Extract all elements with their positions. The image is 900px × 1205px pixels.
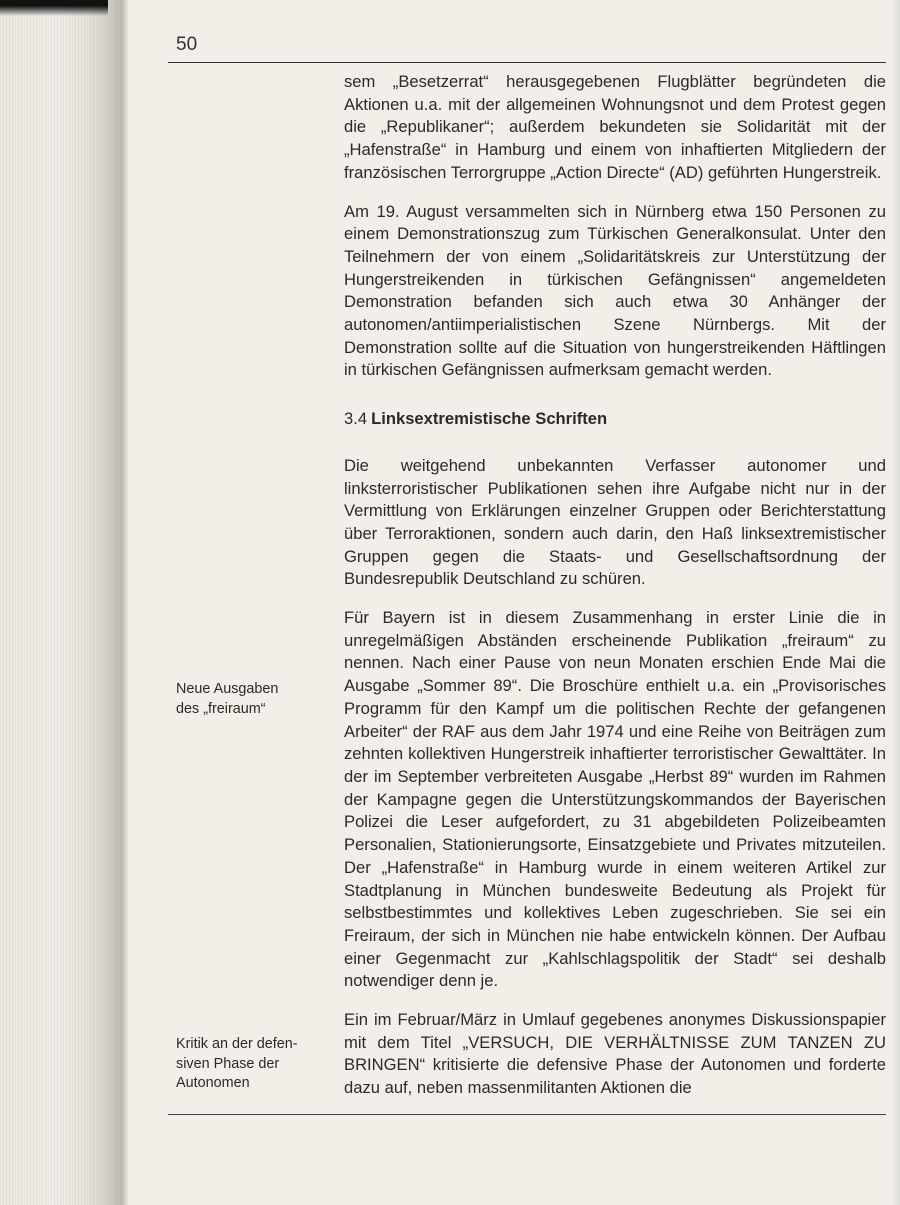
- page-edge: [892, 0, 900, 1205]
- scan-shadow: [0, 0, 108, 16]
- section-number: 3.4: [344, 409, 368, 429]
- paragraph-besetzerrat: sem „Besetzerrat“ herausgegebenen Flugblätter begründeten die Aktionen u.a. mit der allgemeinen Wohnungsnot und dem Protest gegen die „Republikaner“; außerdem bekundeten sie Solidarität mit der „Hafenstraße“ in Hamburg und einem von inhaftierten Mitgliedern der französischen Terrorgruppe „Action Directe“ (AD) geführten Hungerstreik.: [344, 72, 886, 182]
- main-text-column: [344, 71, 886, 1100]
- paragraph-nuernberg-demonstration: Am 19. August versammelten sich in Nürnberg etwa 150 Personen zu einem Demonstrationszug zum Türkischen Generalkonsulat. Unter den Teilnehmern der von einem „Solidaritätskreis zur Unterstützung der Hungerstreikenden in türkischen Gefängnissen“ angemeldeten Demonstration befanden sich auch etwa 30 Anhänger der autonomen/antiimperialistischen Szene Nürnbergs. Mit der Demonstration sollte auf die Situation von hungerstreikenden Häftlingen in türkischen Gefängnissen aufmerksam gemacht werden.: [344, 201, 886, 380]
- margin-note-line: des „freiraum“: [176, 700, 266, 717]
- margin-note-kritik: [176, 1035, 334, 1094]
- book-spine-gutter: [0, 0, 128, 1205]
- margin-note-line: Autonomen: [176, 1075, 250, 1091]
- margin-note-line: Neue Ausgaben: [176, 681, 279, 697]
- footer-rule: [168, 1114, 886, 1115]
- margin-note-line: Kritik an der defen-: [176, 1036, 298, 1052]
- section-title: Linksextremistische Schriften: [371, 409, 608, 429]
- section-heading: [344, 408, 886, 431]
- paragraph-freiraum: Für Bayern ist in diesem Zusammenhang in erster Linie die in unregelmäßigen Abständen erscheinende Publikation „freiraum“ zu nennen. Nach einer Pause von neun Monaten erschien Ende Mai die Ausgabe „Sommer 89“. Die Broschüre enthielt u.a. ein „Provisorisches Programm für den Kampf um die politischen Rechte der gefangenen Arbeiter“ der RAF aus dem Jahr 1974 und eine Reihe von Beiträgen zum zehnten kollektiven Hungerstreik inhaftierter terroristischer Gewalttäter. In der im September verbreiteten Ausgabe „Herbst 89“ wurden im Rahmen der Kampagne gegen die Unterstützungskommandos der Bayerischen Polizei die Leser aufgefordert, zu 31 abgebildeten Polizeibeamten Personalien, Stationierungsorte, Einsatzgebiete und Privates mitzuteilen. Der „Hafenstraße“ in Hamburg wurde in einem weiteren Artikel zur Stadtplanung in München bundesweite Bedeutung als Projekt für selbstbestimmtes und kollektives Leben zugeschrieben. Sie sei ein Freiraum, der sich in München nie habe entwickeln können. Der Aufbau einer Gegenmacht zur „Kahlschlagspolitik der Stadt“ sei deshalb notwendiger denn je.: [344, 608, 886, 991]
- margin-note-neue-ausgaben: [176, 680, 334, 719]
- paragraph-diskussionspapier: Ein im Februar/März in Umlauf gegebenes anonymes Diskussionspapier mit dem Titel „VERSUCH, DIE VERHÄLTNISSE ZUM TANZEN ZU BRINGEN“ kritisierte die defensive Phase der Autonomen und forderte dazu auf, neben massenmilitanten Aktionen die: [344, 1010, 886, 1098]
- margin-note-line: siven Phase der: [176, 1055, 280, 1072]
- paragraph-publikationen: Die weitgehend unbekannten Verfasser autonomer und linksterroristischer Publikationen sehen ihre Aufgabe nicht nur in der Vermittlung von Erklärungen einzelner Gruppen oder Berichterstattung über Terroraktionen, sondern auch darin, den Haß linksextremistischer Gruppen gegen die Staats- und Gesellschaftsordnung der Bundesrepublik Deutschland zu schüren.: [344, 455, 886, 589]
- header-rule: [168, 62, 886, 63]
- page-number: 50: [176, 34, 198, 55]
